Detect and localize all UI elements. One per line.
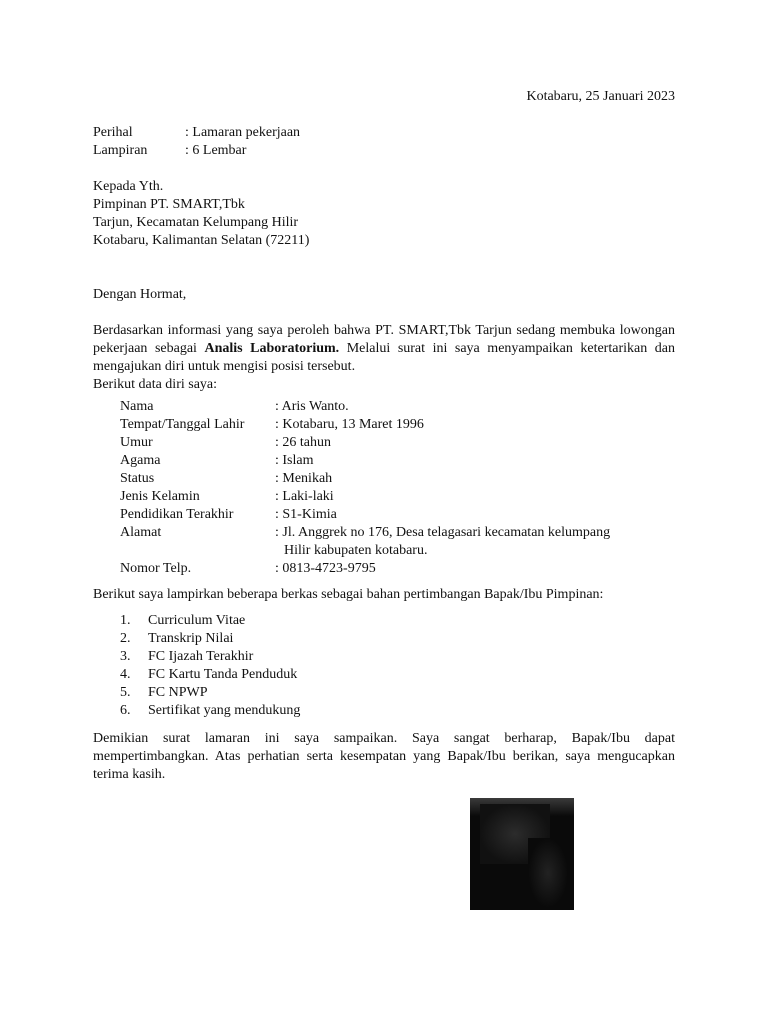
data-intro: Berikut data diri saya: [93, 377, 218, 392]
data-row [120, 506, 675, 524]
perihal-row [93, 124, 675, 142]
lampiran-row [93, 142, 675, 160]
data-row [120, 398, 675, 416]
address-line-1: : Jl. Anggrek no 176, Desa telagasari kecamatan kelumpang [275, 525, 611, 540]
data-label: Jenis Kelamin [120, 489, 200, 504]
recipient-line: Tarjun, Kecamatan Kelumpang Hilir [93, 215, 299, 230]
data-row [120, 524, 675, 560]
data-row [120, 560, 675, 578]
data-label: Pendidikan Terakhir [120, 507, 234, 522]
list-number: 2. [120, 631, 131, 646]
list-text: FC Ijazah Terakhir [148, 649, 254, 664]
intro-paragraph [93, 322, 675, 376]
data-value: : Laki-laki [275, 489, 334, 504]
lampiran-label: Lampiran [93, 143, 148, 158]
data-label: Status [120, 471, 155, 486]
data-row [120, 488, 675, 506]
list-number: 6. [120, 703, 131, 718]
personal-data-table [120, 398, 675, 578]
greeting: Dengan Hormat, [93, 287, 187, 302]
list-item [120, 666, 675, 684]
data-label: Tempat/Tanggal Lahir [120, 417, 245, 432]
list-number: 1. [120, 613, 131, 628]
recipient-line: Pimpinan PT. SMART,Tbk [93, 197, 245, 212]
data-row [120, 452, 675, 470]
data-row [120, 434, 675, 452]
photo-shade [528, 838, 568, 908]
data-label: Agama [120, 453, 161, 468]
data-value: : Aris Wanto. [275, 399, 349, 414]
list-item [120, 612, 675, 630]
data-value: : Menikah [275, 471, 333, 486]
list-number: 3. [120, 649, 131, 664]
perihal-value: : Lamaran pekerjaan [185, 125, 301, 140]
list-text: Transkrip Nilai [148, 631, 234, 646]
attachments-intro: Berikut saya lampirkan beberapa berkas sebagai bahan pertimbangan Bapak/Ibu Pimpinan: [93, 587, 604, 602]
recipient-line: Kotabaru, Kalimantan Selatan (72211) [93, 233, 310, 248]
data-value: : Islam [275, 453, 314, 468]
list-number: 4. [120, 667, 131, 682]
attachments-list [120, 612, 675, 720]
intro-text-1: Berdasarkan informasi yang saya peroleh bahwa PT. SMART,Tbk Tarjun sedang membuka lowongan pekerjaan sebagai [93, 323, 675, 356]
list-item [120, 702, 675, 720]
data-value: : 0813-4723-9795 [275, 561, 376, 576]
list-item [120, 684, 675, 702]
data-label: Alamat [120, 525, 162, 540]
lampiran-value: : 6 Lembar [185, 143, 247, 158]
position-name: Analis Laboratorium. [204, 341, 340, 356]
letter-meta [93, 124, 675, 160]
data-label: Umur [120, 435, 153, 450]
list-text: Sertifikat yang mendukung [148, 703, 301, 718]
closing-paragraph: Demikian surat lamaran ini saya sampaikan. Saya sangat berharap, Bapak/Ibu dapat mempertimbangkan. Atas perhatian serta kesempatan yang Bapak/Ibu berikan, saya mengucapkan terima kasih. [93, 731, 675, 782]
data-value [275, 524, 675, 560]
recipient-block [93, 178, 675, 250]
list-number: 5. [120, 685, 131, 700]
letter-date: Kotabaru, 25 Januari 2023 [526, 89, 675, 104]
intro-text-2: Melalui surat ini saya menyampaikan ketertarikan dan mengajukan diri untuk mengisi posisi tersebut. [93, 341, 675, 374]
recipient-line: Kepada Yth. [93, 179, 164, 194]
data-row [120, 470, 675, 488]
data-label: Nama [120, 399, 154, 414]
list-item [120, 630, 675, 648]
list-text: FC Kartu Tanda Penduduk [148, 667, 298, 682]
list-item [120, 648, 675, 666]
letter [93, 88, 675, 784]
list-text: FC NPWP [148, 685, 208, 700]
perihal-label: Perihal [93, 125, 133, 140]
address-line-2: Hilir kabupaten kotabaru. [284, 543, 428, 558]
data-value: : 26 tahun [275, 435, 331, 450]
applicant-photo [470, 798, 574, 910]
list-text: Curriculum Vitae [148, 613, 246, 628]
data-value: : S1-Kimia [275, 507, 337, 522]
data-row [120, 416, 675, 434]
data-value: : Kotabaru, 13 Maret 1996 [275, 417, 424, 432]
data-label: Nomor Telp. [120, 561, 192, 576]
